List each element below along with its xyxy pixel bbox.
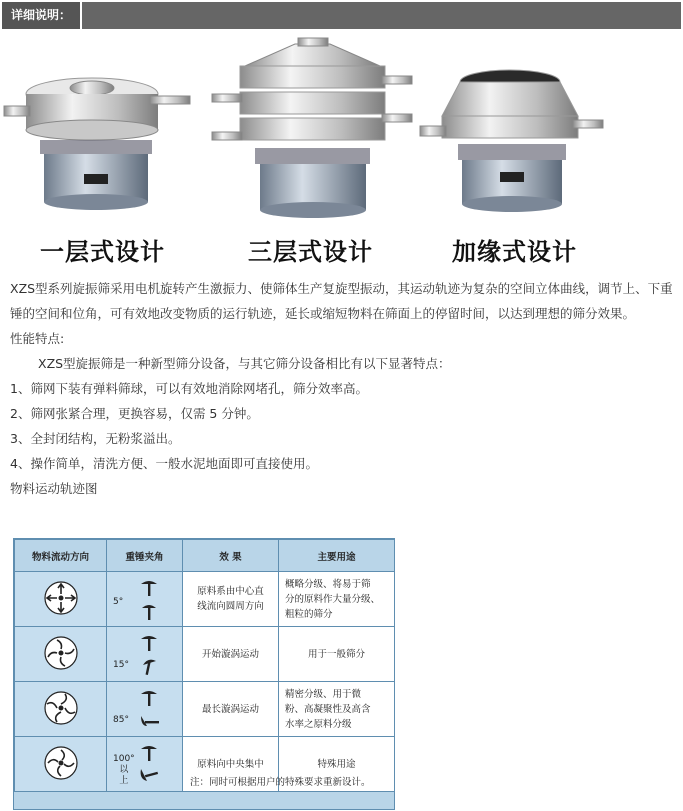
header-bar — [2, 2, 681, 29]
angle-cell — [107, 682, 183, 737]
table-row — [15, 572, 395, 627]
intro-paragraph: XZS型系列旋振筛采用电机旋转产生激振力、使筛体生产复旋型振动，其运动轨迹为复杂的空间立体曲线，调节上、下重锤的空间和位角，可有效地改变物质的运行轨迹，延长或缩短物料在筛面上的停留时间，以达到理想的筛分效果。 — [10, 281, 673, 321]
angle-cell — [107, 572, 183, 627]
weight-angle-icon — [137, 688, 161, 732]
trajectory-table — [13, 538, 395, 810]
three-layer-sieve-image — [210, 36, 420, 231]
angle-cell — [107, 627, 183, 682]
feature-item: 1、筛网下装有弹料筛球，可以有效地消除网堵孔，筛分效率高。 — [10, 381, 368, 396]
description — [10, 276, 678, 501]
effect-cell: 原料向中央集中 — [183, 737, 279, 792]
angle-value: 85° — [113, 715, 129, 725]
table-title: 物料运动轨迹图 — [10, 481, 98, 496]
use-cell: 用于一般筛分 — [279, 627, 395, 682]
feature-item: 2、筛网张紧合理，更换容易，仅需 5 分钟。 — [10, 406, 259, 421]
header-main-use: 主要用途 — [279, 540, 395, 572]
rimmed-caption: 加缘式设计 — [452, 238, 577, 266]
use-cell: 特殊用途 — [279, 737, 395, 792]
weight-angle-icon — [137, 633, 161, 677]
features-lead: XZS型旋振筛是一种新型筛分设备，与其它筛分设备相比有以下显著特点： — [38, 356, 451, 371]
angle-value: 100° 以 上 — [113, 754, 135, 786]
effect-cell: 开始漩涡运动 — [183, 627, 279, 682]
spiral-start-icon — [43, 635, 79, 671]
use-cell: 概略分级、将易于筛 分的原料作大量分级、 粗粒的筛分 — [279, 572, 395, 627]
feature-item: 3、全封闭结构，无粉浆溢出。 — [10, 431, 181, 446]
feature-item: 4、操作简单，清洗方便、一般水泥地面即可直接使用。 — [10, 456, 318, 471]
flow-icon-cell — [15, 572, 107, 627]
table-row — [15, 682, 395, 737]
three-layer-caption: 三层式设计 — [248, 238, 373, 266]
long-spiral-icon — [43, 690, 79, 726]
table-note: 注：同时可根据用户的特殊要求重新设计。 — [190, 777, 371, 788]
effect-cell: 原料系由中心直 线流向圆周方向 — [183, 572, 279, 627]
header-flow-direction: 物料流动方向 — [15, 540, 107, 572]
table-header-row — [15, 540, 395, 572]
flow-icon-cell — [15, 682, 107, 737]
rimmed-sieve-image — [418, 36, 608, 226]
single-layer-sieve-image — [0, 36, 200, 226]
machine-gallery — [0, 36, 683, 264]
flow-icon-cell — [15, 627, 107, 682]
angle-value: 15° — [113, 660, 129, 670]
weight-angle-icon — [137, 743, 161, 787]
radial-flow-icon — [43, 580, 79, 616]
single-layer-caption: 一层式设计 — [40, 238, 165, 266]
angle-cell — [107, 737, 183, 792]
header-weight-angle: 重锤夹角 — [107, 540, 183, 572]
header-effect: 效 果 — [183, 540, 279, 572]
angle-value: 5° — [113, 597, 124, 607]
features-title: 性能特点: — [10, 331, 65, 346]
centripetal-flow-icon — [43, 745, 79, 781]
flow-icon-cell — [15, 737, 107, 792]
use-cell: 精密分级、用于微 粉、高凝聚性及高含 水率之原料分级 — [279, 682, 395, 737]
table-row — [15, 627, 395, 682]
header-label: 详细说明： — [2, 2, 82, 29]
effect-cell: 最长漩涡运动 — [183, 682, 279, 737]
weight-angle-icon — [137, 578, 161, 622]
